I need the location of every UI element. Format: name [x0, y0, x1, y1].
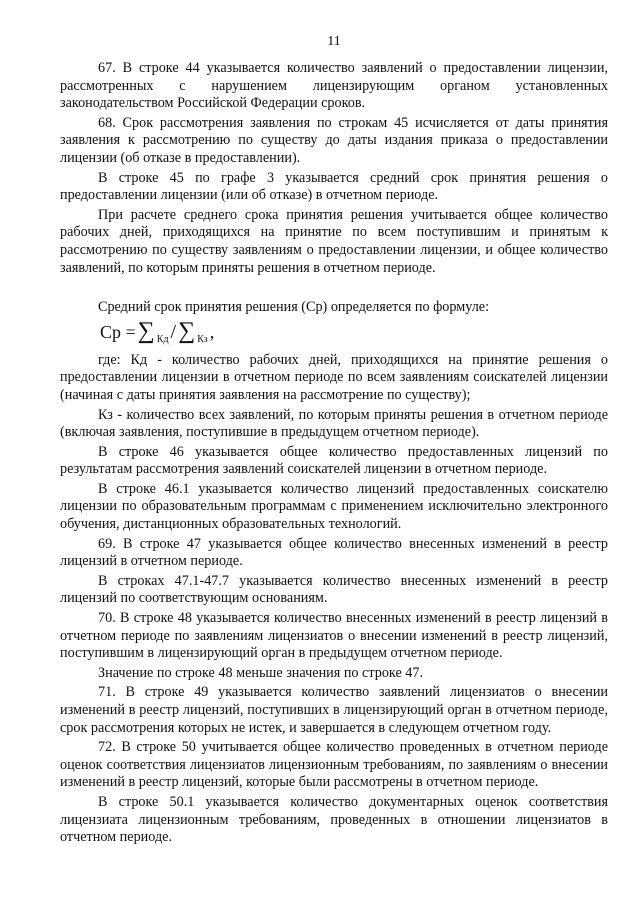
sum-symbol: ∑: [178, 317, 196, 344]
paragraph-line-46: В строке 46 указывается общее количество предоставленных лицензий по результатам рассмотрения заявлений соискателей лицензии в отчетном периоде.: [60, 443, 608, 478]
formula: [100, 319, 608, 344]
page-number: 11: [327, 34, 341, 49]
paragraph-68: 68. Срок рассмотрения заявления по строкам 45 исчисляется от даты принятия заявления к рассмотрению по существу до даты издания приказа о предоставлении лицензии (об отказе в предоставлении).: [60, 114, 608, 166]
division-slash: /: [170, 320, 177, 343]
paragraph-line-46-1: В строке 46.1 указывается количество лицензий предоставленных соискателю лицензии по образовательным программам с применением исключительно электронного обучения, дистанционных образовательных технологий.: [60, 480, 608, 533]
paragraph-line-50-1: В строке 50.1 указывается количество документарных оценок соответствия лицензиата лицензионным требованиям, проведенных в отношении лицензиатов в отчетном периоде.: [60, 793, 608, 846]
paragraph-lines-47: В строках 47.1-47.7 указывается количество внесенных изменений в реестр лицензий по соответствующим основаниям.: [60, 572, 608, 607]
paragraph-70: 70. В строке 48 указывается количество внесенных изменений в реестр лицензий в отчетном периоде по заявлениям лицензиатов о внесении изменений в реестр лицензий, поступившим в лицензирующий орган в предыдущем отчетном периоде.: [60, 610, 608, 662]
paragraph-calculation: При расчете среднего срока принятия решения учитывается общее количество рабочих дней, приходящихся на принятие по всем поступившим и принятым к рассмотрению по существу заявлениям о предоставлении лицензии, и общее количество заявлений, по которым приняты решения в отчетном периоде.: [60, 206, 608, 276]
formula-tail: ,: [209, 321, 215, 342]
formula-label: Средний срок принятия решения (Ср) определяется по формуле:: [98, 299, 490, 316]
paragraph-line-48-note: Значение по строке 48 меньше значения по строке 47.: [98, 664, 424, 681]
paragraph-72: 72. В строке 50 учитывается общее количество проведенных в отчетном периоде оценок соответствия лицензиатов лицензионным требованиям, по заявлениям о внесении изменений в реестр лицензий, которые были рассмотрены в отчетном периоде.: [60, 739, 608, 791]
paragraph-71: 71. В строке 49 указывается количество заявлений лицензиатов о внесении изменений в реестр лицензий, поступивших в лицензирующий орган в отчетном периоде, срок рассмотрения которых не истек, и завершается в следующем отчетном году.: [60, 684, 608, 736]
formula-kd: Кд: [156, 333, 169, 345]
sum-symbol: ∑: [137, 317, 155, 344]
paragraph-67: 67. В строке 44 указывается количество заявлений о предоставлении лицензии, рассмотренных с нарушением лицензирующим органом установленных законодательством Российской Федерации сроков.: [60, 60, 608, 112]
paragraph-69: 69. В строке 47 указывается общее количество внесенных изменений в реестр лицензий в отчетном периоде.: [60, 535, 608, 570]
formula-kz: Кз: [197, 333, 208, 345]
paragraph-kz-definition: Кз - количество всех заявлений, по которым приняты решения в отчетном периоде (включая заявления, поступившие в предыдущем отчетном периоде).: [60, 406, 608, 441]
formula-lhs: Ср =: [100, 321, 136, 342]
paragraph-kd-definition: где: Кд - количество рабочих дней, приходящихся на принятие решения о предоставлении лицензии в отчетном периоде по всем заявлениям соискателей лицензии (начиная с даты принятия заявления на рассмотрение по существу);: [60, 351, 608, 403]
paragraph-line-45: В строке 45 по графе 3 указывается средний срок принятия решения о предоставлении лицензии (или об отказе) в отчетном периоде.: [60, 169, 608, 204]
